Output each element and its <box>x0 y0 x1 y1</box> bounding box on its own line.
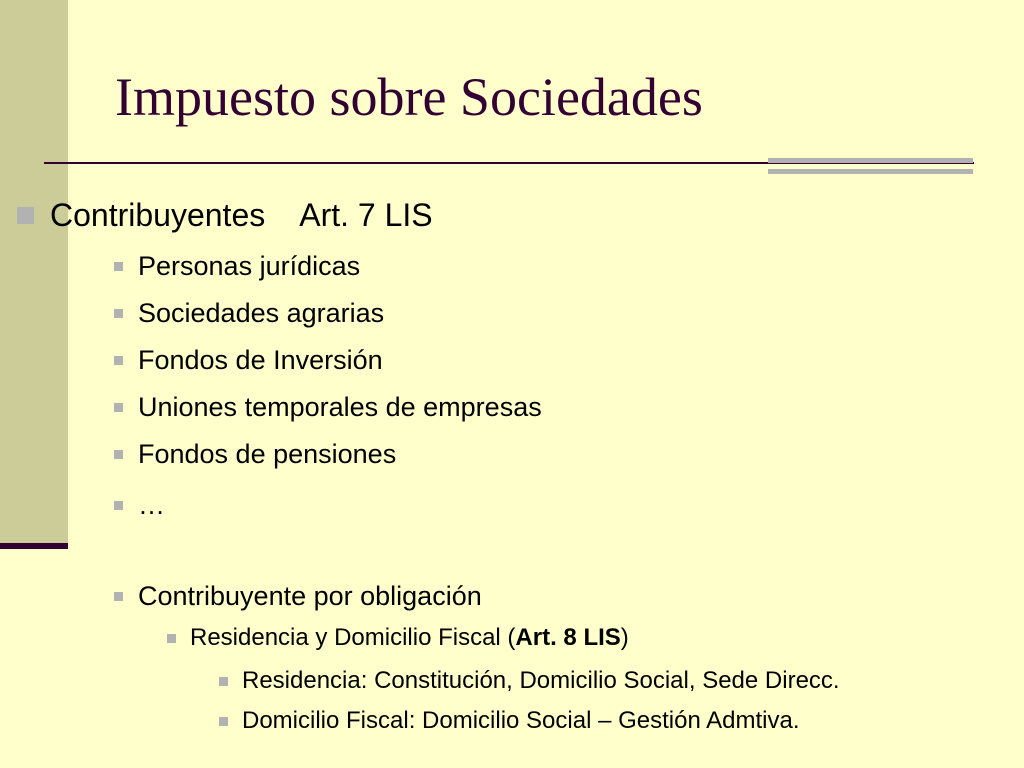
slide-title: Impuesto sobre Sociedades <box>115 67 703 127</box>
detail-text: Residencia: Constitución, Domicilio Social, Sede Direcc. <box>242 667 840 694</box>
square-bullet-icon <box>114 450 123 459</box>
obligation-item <box>138 579 482 613</box>
square-bullet-icon <box>17 207 34 224</box>
list-item-text: Personas jurídicas <box>138 251 361 281</box>
list-item <box>138 390 542 424</box>
square-bullet-icon <box>219 717 228 726</box>
contribuyentes-heading <box>50 195 433 235</box>
list-item-text: Fondos de pensiones <box>138 439 397 469</box>
square-bullet-icon <box>114 501 123 510</box>
detail-item <box>242 706 800 736</box>
square-bullet-icon <box>114 262 123 271</box>
list-item <box>138 343 383 377</box>
residence-prefix: Residencia y Domicilio Fiscal ( <box>190 624 516 651</box>
list-item <box>138 296 384 330</box>
residence-item <box>190 623 629 653</box>
residence-article: Art. 8 LIS <box>515 624 621 651</box>
list-item-text: Uniones temporales de empresas <box>138 392 542 422</box>
obligation-label: Contribuyente por obligación <box>138 581 482 611</box>
square-bullet-icon <box>114 403 123 412</box>
detail-item <box>242 666 840 696</box>
square-bullet-icon <box>114 356 123 365</box>
square-bullet-icon <box>219 677 228 686</box>
heading-reference: Art. 7 LIS <box>299 197 433 233</box>
list-item <box>138 249 360 283</box>
list-item-text: … <box>138 490 165 520</box>
square-bullet-icon <box>114 592 123 601</box>
residence-suffix: ) <box>620 624 629 651</box>
heading-label: Contribuyentes <box>50 197 266 233</box>
detail-text: Domicilio Fiscal: Domicilio Social – Gestión Admtiva. <box>242 707 800 734</box>
list-item-text: Sociedades agrarias <box>138 298 385 328</box>
list-item-text: Fondos de Inversión <box>138 345 383 375</box>
square-bullet-icon <box>167 634 176 643</box>
square-bullet-icon <box>114 309 123 318</box>
list-item <box>138 437 396 471</box>
list-item <box>138 488 165 522</box>
